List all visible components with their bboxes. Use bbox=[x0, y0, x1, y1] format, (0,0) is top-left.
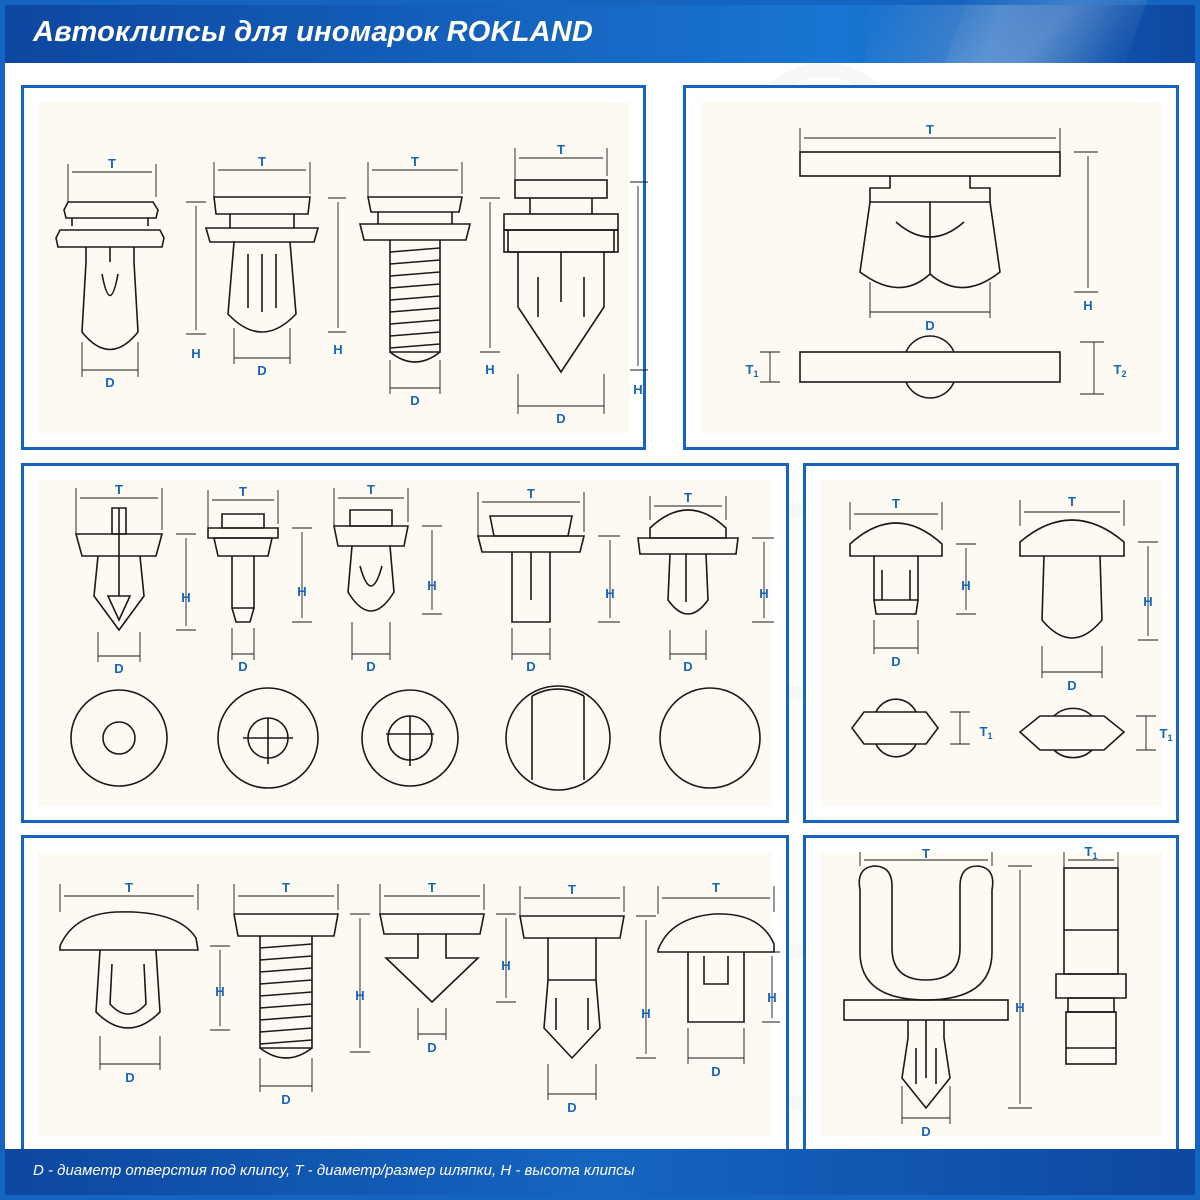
panel-bottom-left-inner bbox=[38, 852, 777, 1136]
svg-text:D: D bbox=[257, 363, 267, 378]
header-bar bbox=[5, 5, 1195, 63]
diagram-push-rivets bbox=[38, 102, 643, 439]
svg-text:H: H bbox=[1015, 1000, 1025, 1015]
clip-wide-strip-side-view bbox=[800, 336, 1060, 398]
clip-stepped-head-arrow-anchor bbox=[504, 180, 618, 372]
svg-text:D: D bbox=[556, 411, 566, 426]
diagram-round-heads bbox=[38, 480, 778, 812]
svg-text:T: T bbox=[282, 880, 290, 895]
panel-top-right bbox=[683, 85, 1179, 450]
clip-flat-head-stepped-arrow bbox=[520, 916, 624, 1058]
svg-text:T: T bbox=[568, 882, 576, 897]
clip-round-head-christmas-tree bbox=[334, 510, 408, 611]
clip-mushroom-head-split-pin bbox=[56, 202, 164, 350]
svg-text:D: D bbox=[366, 659, 376, 674]
clip-dome-head-u-leg bbox=[60, 912, 198, 1028]
svg-text:D: D bbox=[925, 318, 935, 333]
clip-flat-head-ribbed-pin bbox=[234, 914, 338, 1058]
svg-text:H: H bbox=[333, 342, 343, 357]
svg-text:D: D bbox=[711, 1064, 721, 1079]
panel-top-left bbox=[21, 85, 646, 450]
clip-dome-head-split-shaft bbox=[638, 510, 738, 614]
clip-wide-strip-top-view bbox=[800, 152, 1060, 288]
svg-text:T: T bbox=[239, 484, 247, 499]
svg-text:D: D bbox=[427, 1040, 437, 1055]
svg-text:D: D bbox=[891, 654, 901, 669]
panel-middle-left-inner bbox=[38, 480, 772, 806]
svg-text:T2: $T_2$ bbox=[1113, 362, 1127, 379]
svg-text:H: H bbox=[641, 1006, 651, 1021]
svg-text:D: D bbox=[1067, 678, 1077, 693]
svg-text:H: H bbox=[181, 590, 191, 605]
top-view-plain-ring bbox=[71, 690, 167, 786]
diagram-assorted-fasteners bbox=[38, 852, 778, 1142]
svg-text:T: T bbox=[1068, 494, 1076, 509]
svg-text:T1: $T_1$ bbox=[1159, 726, 1173, 743]
svg-text:T: T bbox=[557, 142, 565, 157]
svg-text:H: H bbox=[191, 346, 201, 361]
svg-text:H: H bbox=[215, 984, 225, 999]
panel-bottom-left bbox=[21, 835, 789, 1153]
svg-text:D: D bbox=[105, 375, 115, 390]
clip-flat-head-screw-pin bbox=[360, 197, 470, 362]
svg-text:H: H bbox=[485, 362, 495, 377]
svg-text:H: H bbox=[501, 958, 511, 973]
svg-text:D: D bbox=[567, 1100, 577, 1115]
svg-text:T: T bbox=[108, 156, 116, 171]
svg-text:T: T bbox=[115, 482, 123, 497]
panel-top-left-inner bbox=[38, 102, 643, 433]
svg-text:H: H bbox=[633, 382, 643, 397]
clip-pipe-clamp-side bbox=[1056, 868, 1126, 1064]
svg-text:H: H bbox=[1143, 594, 1153, 609]
panel-bottom-right-inner bbox=[820, 844, 1162, 1139]
panel-middle-right bbox=[803, 463, 1179, 823]
clip-pipe-clamp-front bbox=[844, 866, 1008, 1108]
svg-text:T1: $T_1$ bbox=[745, 362, 759, 379]
panel-top-right-inner bbox=[700, 102, 1162, 433]
panel-bottom-right bbox=[803, 835, 1179, 1153]
svg-text:T: T bbox=[428, 880, 436, 895]
svg-text:D: D bbox=[683, 659, 693, 674]
svg-text:T1: $T_1$ bbox=[979, 724, 993, 741]
footer-legend: D - диаметр отверстия под клипсу, Т - диаметр/размер шляпки, Н - высота клипсы bbox=[33, 1162, 635, 1179]
svg-text:H: H bbox=[1083, 298, 1093, 313]
panel-middle-right-inner bbox=[820, 480, 1173, 806]
svg-text:D: D bbox=[526, 659, 536, 674]
diagram-moulding-strip bbox=[700, 102, 1168, 439]
svg-text:H: H bbox=[759, 586, 769, 601]
clip-side-view-hex-base bbox=[1020, 708, 1124, 757]
svg-text:T: T bbox=[892, 496, 900, 511]
clip-flat-head-arrow-pin bbox=[206, 197, 318, 332]
footer-bar bbox=[5, 1149, 1195, 1195]
svg-text:H: H bbox=[767, 990, 777, 1005]
page-title: Автоклипсы для иномарок ROKLAND bbox=[33, 16, 594, 48]
svg-text:T1: $T_1$ bbox=[1084, 844, 1098, 861]
svg-text:D: D bbox=[921, 1124, 931, 1139]
svg-text:D: D bbox=[281, 1092, 291, 1107]
svg-text:D: D bbox=[410, 393, 420, 408]
svg-text:H: H bbox=[355, 988, 365, 1003]
header-sheen-2 bbox=[937, 0, 1153, 85]
svg-text:T: T bbox=[922, 846, 930, 861]
svg-text:T: T bbox=[684, 490, 692, 505]
clip-side-view-round-base bbox=[852, 699, 938, 757]
clip-dome-head-square-socket bbox=[658, 914, 777, 1022]
top-view-cross-slot-wide bbox=[362, 690, 458, 786]
svg-text:T: T bbox=[926, 122, 934, 137]
svg-text:T: T bbox=[367, 482, 375, 497]
svg-text:D: D bbox=[125, 1070, 135, 1085]
top-view-cross-slot bbox=[218, 688, 318, 788]
svg-text:H: H bbox=[961, 578, 971, 593]
top-view-double-slot bbox=[506, 686, 610, 790]
svg-text:H: H bbox=[605, 586, 615, 601]
svg-text:T: T bbox=[125, 880, 133, 895]
svg-text:T: T bbox=[527, 486, 535, 501]
diagram-dome-heads bbox=[820, 480, 1173, 812]
clip-wide-head-square-shaft bbox=[478, 516, 584, 622]
clip-flat-head-arrow-short bbox=[380, 914, 484, 1002]
svg-text:D: D bbox=[238, 659, 248, 674]
top-view-plain-disc bbox=[660, 688, 760, 788]
svg-text:T: T bbox=[258, 154, 266, 169]
svg-text:D: D bbox=[114, 661, 124, 676]
clip-round-head-pin-cone bbox=[76, 508, 162, 630]
clip-round-head-double-flange bbox=[208, 514, 278, 622]
svg-text:H: H bbox=[427, 578, 437, 593]
svg-text:T: T bbox=[712, 880, 720, 895]
clip-dome-head-round-base bbox=[1020, 520, 1124, 638]
svg-text:H: H bbox=[297, 584, 307, 599]
svg-text:T: T bbox=[411, 154, 419, 169]
diagram-pipe-clamp bbox=[820, 844, 1168, 1142]
panel-middle-left bbox=[21, 463, 789, 823]
clip-dome-head-short-barrel bbox=[850, 523, 942, 614]
